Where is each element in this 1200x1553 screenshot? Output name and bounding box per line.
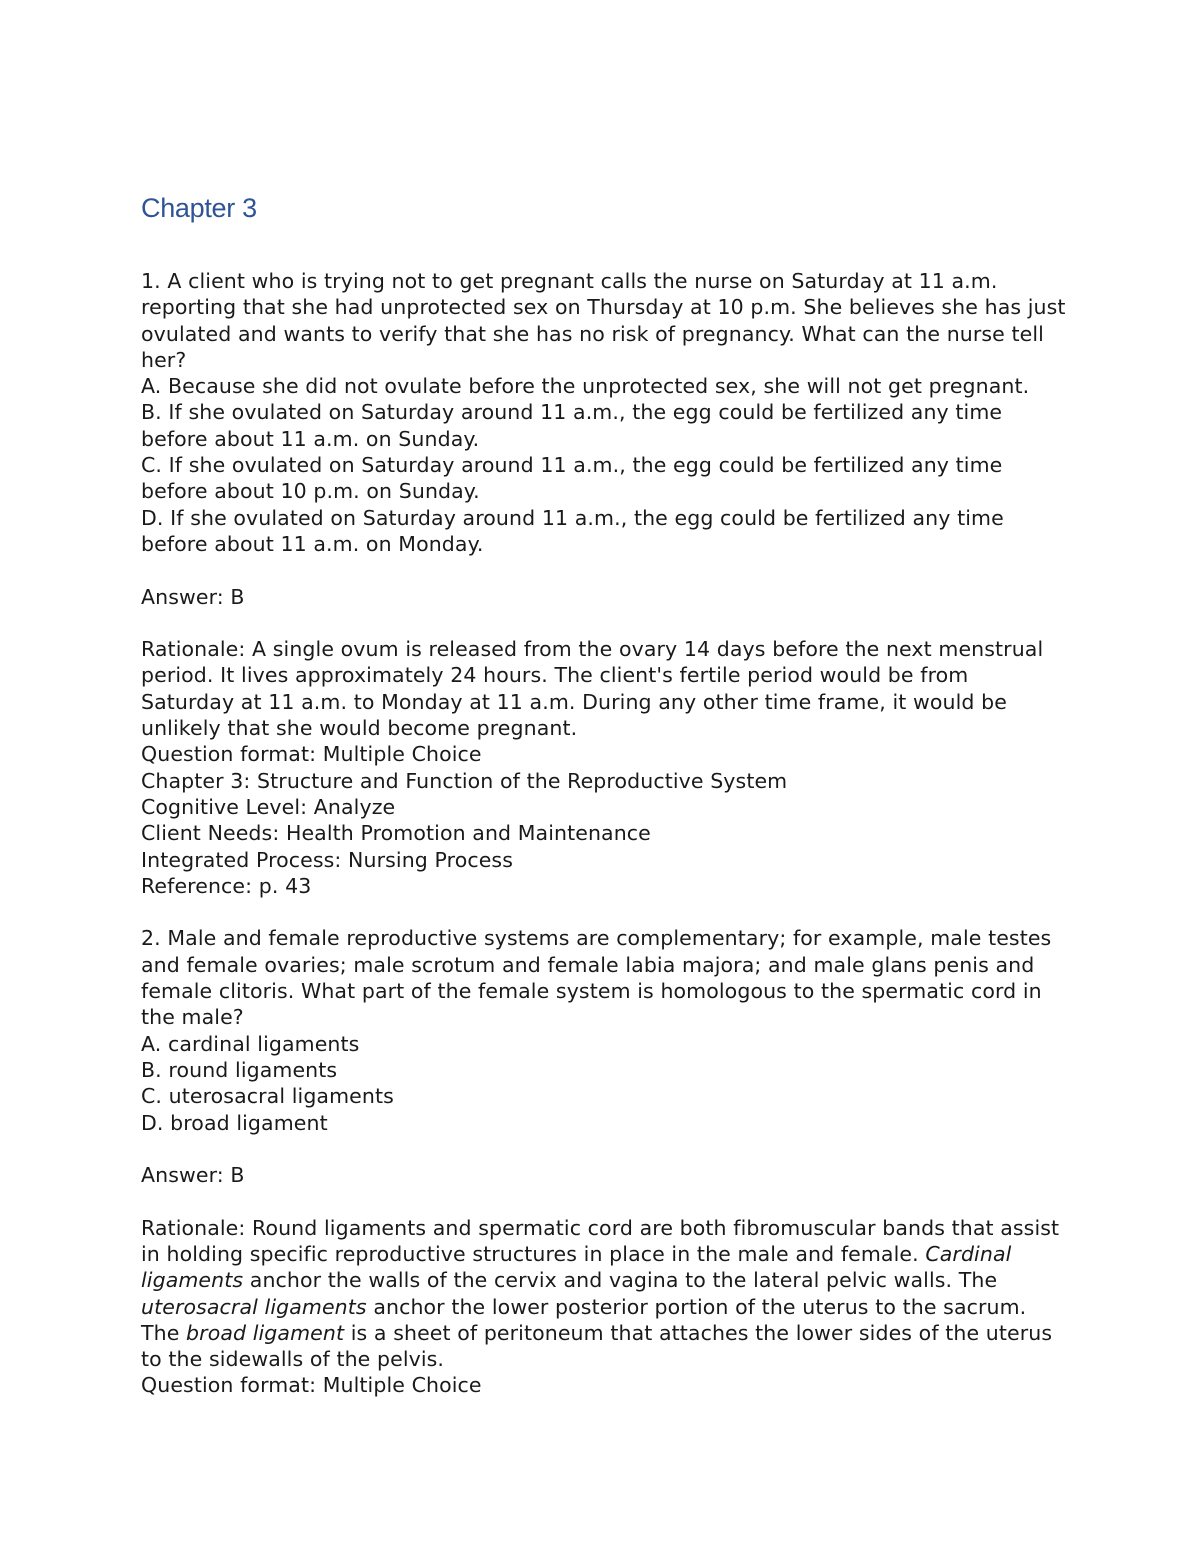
rationale-italic-cardinal: Cardinal ligaments <box>141 1241 1012 1293</box>
question-1-option-c: C. If she ovulated on Saturday around 11 a.m., the egg could be fertilized any time before about 10 p.m. on Sunday. <box>141 453 1003 504</box>
document-page <box>141 190 1066 1399</box>
question-1-integrated-process: Integrated Process: Nursing Process <box>141 847 513 872</box>
question-2-option-b: B. round ligaments <box>141 1057 338 1082</box>
question-1 <box>141 268 1066 899</box>
rationale-part-3: anchor the lower posterior portion of the uterus to the sacrum. The <box>141 1294 1027 1345</box>
question-1-reference: Reference: p. 43 <box>141 873 312 898</box>
question-2-answer: Answer: B <box>141 1163 245 1188</box>
question-1-rationale: Rationale: A single ovum is released from the ovary 14 days before the next menstrual period. It lives approximately 24 hours. The client's fertile period would be from Saturday at 11 a.m. to Monday at 11 a.m. During any other time frame, it would be unlikely that she would become pregnant. <box>141 637 1044 741</box>
question-2 <box>141 925 1066 1398</box>
question-1-format: Question format: Multiple Choice <box>141 742 482 767</box>
question-2-rationale <box>141 1215 1066 1373</box>
question-1-client-needs: Client Needs: Health Promotion and Maintenance <box>141 821 651 846</box>
rationale-italic-broad: broad ligament <box>186 1320 345 1345</box>
question-2-option-a: A. cardinal ligaments <box>141 1031 360 1056</box>
question-1-option-b: B. If she ovulated on Saturday around 11 a.m., the egg could be fertilized any time before about 11 a.m. on Sunday. <box>141 400 1003 451</box>
question-1-option-d: D. If she ovulated on Saturday around 11 a.m., the egg could be fertilized any time before about 11 a.m. on Monday. <box>141 505 1004 556</box>
rationale-part-1: Rationale: Round ligaments and spermatic cord are both fibromuscular bands that assist in holding specific reproductive structures in place in the male and female. <box>141 1215 1060 1266</box>
question-2-option-c: C. uterosacral ligaments <box>141 1084 394 1109</box>
question-1-answer: Answer: B <box>141 584 245 609</box>
rationale-part-2: anchor the walls of the cervix and vagina to the lateral pelvic walls. The <box>243 1268 998 1293</box>
question-1-chapter: Chapter 3: Structure and Function of the Reproductive System <box>141 768 788 793</box>
question-2-format: Question format: Multiple Choice <box>141 1373 482 1398</box>
question-1-option-a: A. Because she did not ovulate before the unprotected sex, she will not get pregnant. <box>141 374 1030 399</box>
question-2-option-d: D. broad ligament <box>141 1110 328 1135</box>
question-2-text: 2. Male and female reproductive systems are complementary; for example, male testes and female ovaries; male scrotum and female labia majora; and male glans penis and female clitoris. What part of the female system is homologous to the spermatic cord in the male? <box>141 926 1052 1030</box>
rationale-part-4: is a sheet of peritoneum that attaches the lower sides of the uterus to the sidewalls of the pelvis. <box>141 1320 1053 1372</box>
question-1-cognitive-level: Cognitive Level: Analyze <box>141 794 396 819</box>
chapter-title: Chapter 3 <box>141 193 257 223</box>
question-1-text: 1. A client who is trying not to get pregnant calls the nurse on Saturday at 11 a.m. reporting that she had unprotected sex on Thursday at 10 p.m. She believes she has just ovulated and wants to verify that she has no risk of pregnancy. What can the nurse tell her? <box>141 269 1066 372</box>
rationale-italic-uterosacral: uterosacral ligaments <box>141 1294 367 1319</box>
